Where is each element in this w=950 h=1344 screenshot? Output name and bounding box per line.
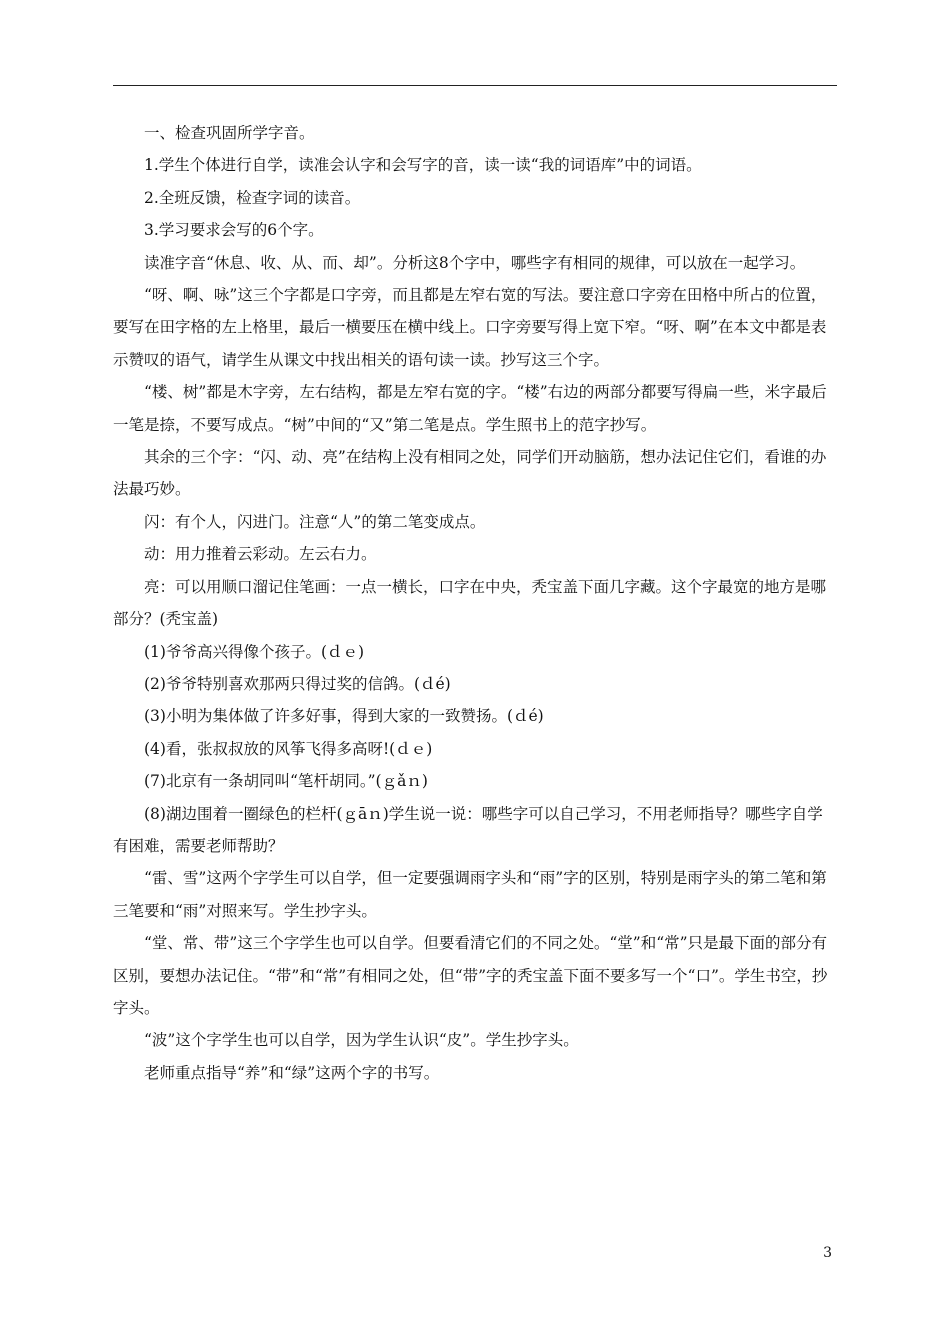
paragraph: “雷、雪”这两个字学生可以自学，但一定要强调雨字头和“雨”字的区别，特别是雨字头的第二笔和第三笔要和“雨”对照来写。学生抄字头。 xyxy=(113,869,827,920)
paragraph: (2)爷爷特别喜欢那两只得过奖的信鸽。(ｄé) xyxy=(144,674,451,693)
paragraph: 其余的三个字：“闪、动、亮”在结构上没有相同之处，同学们开动脑筋，想办法记住它们，看谁的办法最巧妙。 xyxy=(113,448,827,499)
paragraph: 3.学习要求会写的6个字。 xyxy=(144,221,324,240)
paragraph: (8)湖边围着一圈绿色的栏杆(ｇāｎ)学生说一说：哪些字可以自己学习，不用老师指导？哪些字自学有困难，需要老师帮助？ xyxy=(113,804,823,855)
paragraph: 亮：可以用顺口溜记住笔画：一点一横长，口字在中央，秃宝盖下面几字藏。这个字最宽的地方是哪部分？(秃宝盖) xyxy=(113,577,827,629)
paragraph: (1)爷爷高兴得像个孩子。(ｄｅ) xyxy=(144,642,365,661)
paragraph: 闪：有个人，闪进门。注意“人”的第二笔变成点。 xyxy=(144,512,486,531)
paragraph: “堂、常、带”这三个字学生也可以自学。但要看清它们的不同之处。“堂”和“常”只是最下面的部分有区别，要想办法记住。“带”和“常”有相同之处，但“带”字的秃宝盖下面不要多写一个“口”。学生书空，抄字头。 xyxy=(113,934,828,1017)
paragraph: 一、检查巩固所学字音。 xyxy=(144,124,315,142)
header-rule xyxy=(113,85,837,86)
page-number: 3 xyxy=(823,1245,832,1261)
paragraph: “楼、树”都是木字旁，左右结构，都是左窄右宽的字。“楼”右边的两部分都要写得扁一些，米字最后一笔是捺，不要写成点。“树”中间的“又”第二笔是点。学生照书上的范字抄写。 xyxy=(113,383,827,434)
paragraph: 老师重点指导“养”和“绿”这两个字的书写。 xyxy=(144,1063,440,1082)
body-text xyxy=(113,117,837,1089)
paragraph: 读准字音“休息、收、从、而、却”。分析这8个字中，哪些字有相同的规律，可以放在一起学习。 xyxy=(144,253,806,272)
paragraph: (3)小明为集体做了许多好事，得到大家的一致赞扬。(ｄé) xyxy=(144,707,544,726)
paragraph: 动：用力推着云彩动。左云右力。 xyxy=(144,545,377,564)
paragraph: “波”这个字学生也可以自学，因为学生认识“皮”。学生抄字头。 xyxy=(144,1031,579,1050)
paragraph: (7)北京有一条胡同叫“笔杆胡同。”(ｇǎｎ) xyxy=(144,772,428,791)
paragraph: 1.学生个体进行自学，读准会认字和会写字的音，读一读“我的词语库”中的词语。 xyxy=(144,156,702,175)
paragraph: “呀、啊、咏”这三个字都是口字旁，而且都是左窄右宽的写法。要注意口字旁在田格中所占的位置，要写在田字格的左上格里，最后一横要压在横中线上。口字旁要写得上宽下窄。“呀、啊”在本文中都是表示赞叹的语气，请学生从课文中找出相关的语句读一读。抄写这三个字。 xyxy=(113,286,827,369)
paragraph: (4)看，张叔叔放的风筝飞得多高呀!(ｄｅ) xyxy=(144,739,433,758)
paragraph: 2.全班反馈，检查字词的读音。 xyxy=(144,188,361,207)
